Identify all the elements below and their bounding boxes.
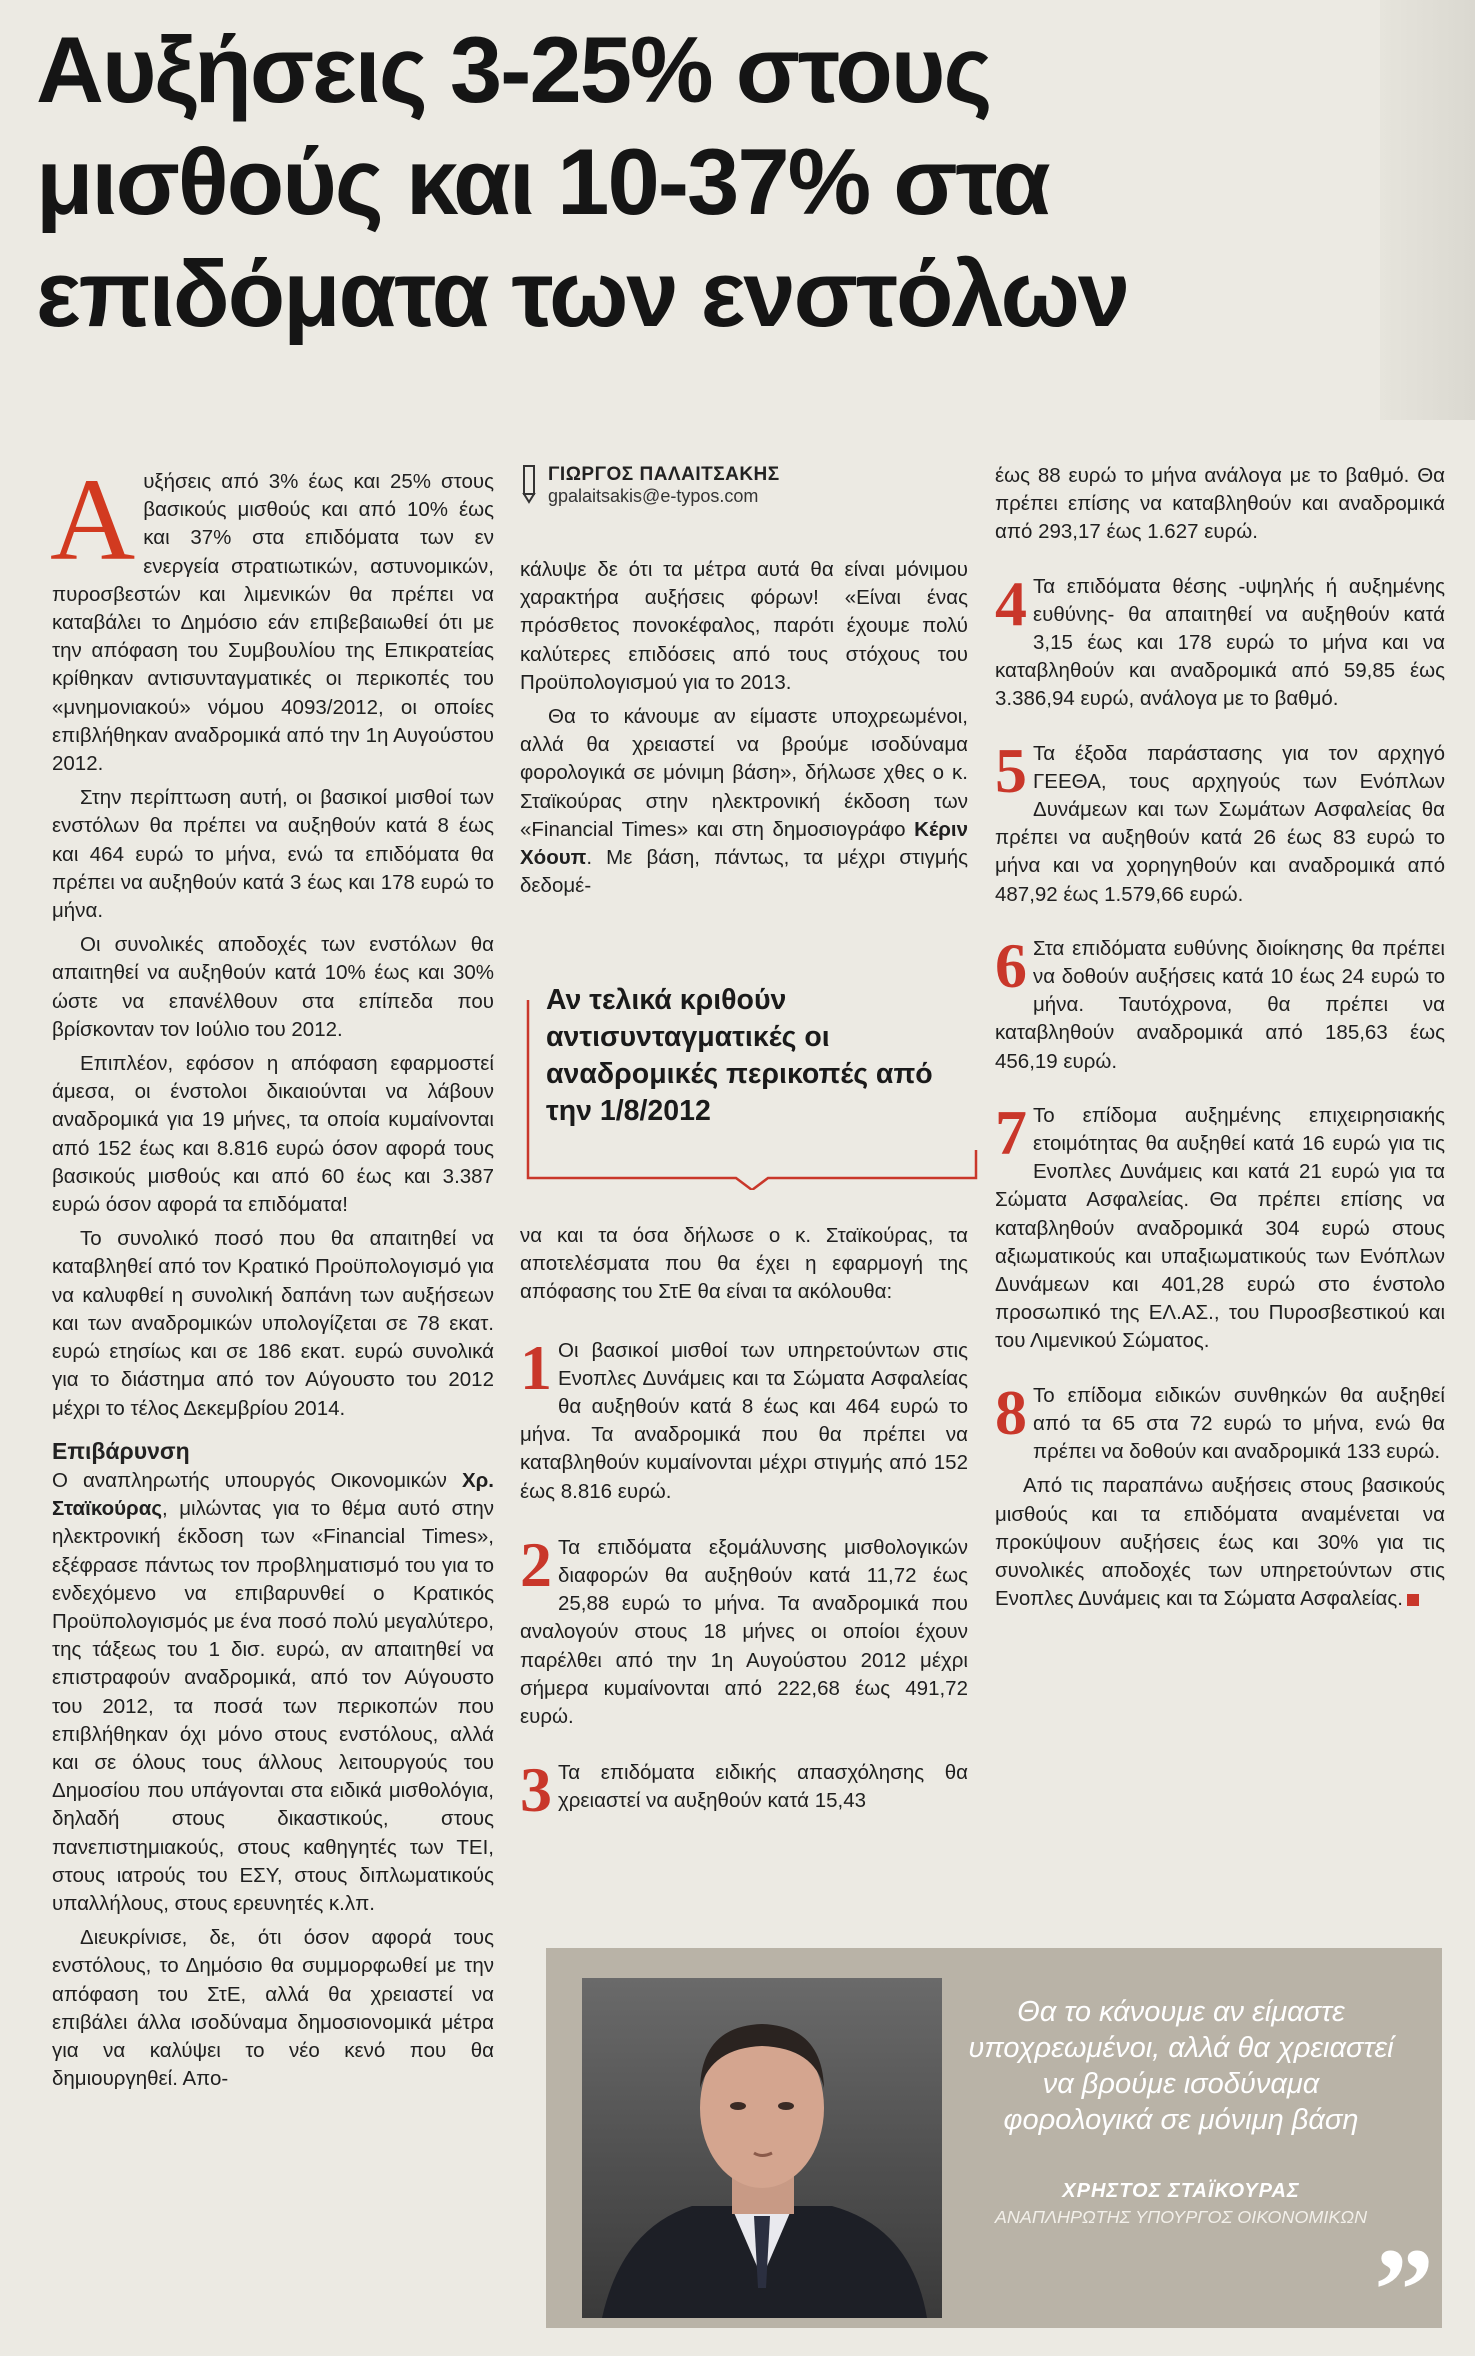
paragraph: Στην περίπτωση αυτή, οι βασικοί μισθοί των ενστόλων θα πρέπει να αυξηθούν κατά 8 έως και 464 ευρώ το μήνα, ενώ τα επιδόματα θα πρέπει να αυξηθούν κατά 3 έως και 178 ευρώ το μήνα. bbox=[52, 786, 494, 923]
list-item: 3 Τα επιδόματα ειδικής απασχόλησης θα χρειαστεί να αυξηθούν κατά 15,43 bbox=[520, 1754, 968, 1826]
column-1 bbox=[50, 454, 494, 2099]
lead-paragraph: Αυξήσεις από 3% έως και 25% στους βασικούς μισθούς και από 10% έως και 37% στα επιδόματα των εν ενεργεία στρατιωτικών, αστυνομικών, πυροσβεστών και λιμενικών θα πρέπει να καταβάλει το Δημόσιο εάν επιβεβαιωθεί ότι με την απόφαση του Συμβουλίου της Επικρατείας κρίθηκαν αντισυνταγματικές οι περικοπές του «μνημονιακού» νόμου 4093/2012, οι οποίες επιβλήθηκαν αναδρομικά από την 1η Αυγούστου 2012. bbox=[50, 454, 494, 776]
subheading: Επιβάρυνση bbox=[52, 1437, 190, 1464]
paragraph: Ο αναπληρωτής υπουργός Οικονομικών Χρ. Σταϊκούρας, μιλώντας για το θέμα αυτό στην ηλεκτρονική έκδοση των «Financial Times», εξέφρασε πάντως τον προβληματισμό του για το ενδεχόμενο να επιβαρυνθεί ο Κρατικός Προϋπολογισμός με ένα ποσό πολύ μεγαλύτερο, της τάξεως του 1 δισ. ευρώ, αν απαιτηθεί να επιστραφούν αναδρομικά, από τον Αύγουστο του 2012, τα ποσά των περικοπών που επιβλήθηκαν όχι μόνο στους ενστόλους, αλλά και σε όλους τους άλλους λειτουργούς του Δημοσίου που υπάγονται στα ειδικά μισθολόγια, δηλαδή στους δικαστικούς, στους πανεπιστημιακούς, στους καθηγητές των ΤΕΙ, στους ιατρούς του ΕΣΥ, στους διπλωματικούς υπαλλήλους, στους ερευνητές κ.λπ. bbox=[52, 1468, 494, 1915]
paragraph: Οι συνολικές αποδοχές των ενστόλων θα απαιτηθεί να αυξηθούν κατά 10% έως και 30% ώστε να επανέλθουν στα επίπεδα που βρίσκονταν τον Ιούλιο του 2012. bbox=[52, 933, 494, 1041]
paragraph: κάλυψε δε ότι τα μέτρα αυτά θα είναι μόνιμου χαρακτήρα αυξήσεις φόρων! «Είναι ένας πρόσθετος πονοκέφαλος, παρότι έχουμε πολύ καλύτερες επιδόσεις από τους στόχους του Προϋπολογισμού για το 2013. bbox=[520, 558, 968, 694]
item-number: 2 bbox=[520, 1528, 552, 1600]
item-number: 4 bbox=[995, 567, 1027, 639]
paragraph: Επιπλέον, εφόσον η απόφαση εφαρμοστεί άμεσα, οι ένστολοι δικαιούνται να λάβουν αναδρομικά για 19 μήνες, τα οποία κυμαίνονται από 152 έως και 8.816 ευρώ όσον αφορά τους βασικούς μισθούς και από 60 έως και 3.387 ευρώ όσον αφορά τα επιδόματα! bbox=[52, 1052, 494, 1217]
quote-author-role: ΑΝΑΠΛΗΡΩΤΗΣ ΥΠΟΥΡΓΟΣ ΟΙΚΟΝΟΜΙΚΩΝ bbox=[994, 2207, 1368, 2227]
article-headline bbox=[36, 14, 1456, 350]
paragraph: να και τα όσα δήλωσε ο κ. Σταϊκούρας, τα αποτελέσματα που θα έχει η εφαρμογή της απόφασης του ΣτΕ θα είναι τα ακόλουθα: bbox=[520, 1224, 968, 1304]
byline bbox=[548, 464, 928, 507]
headline-line-1: Αυξήσεις 3-25% στους bbox=[36, 17, 991, 122]
drop-cap: Α bbox=[50, 454, 136, 585]
quote-text: Θα το κάνουμε αν είμαστε υποχρεωμένοι, αλλά θα χρειαστεί να βρούμε ισοδύναμα φορολογικά σε μόνιμη βάση bbox=[968, 1996, 1394, 2136]
headline-line-2: μισθούς και 10-37% στα bbox=[36, 129, 1049, 234]
quote-box bbox=[546, 1948, 1442, 2356]
list-item: 7 Το επίδομα αυξημένης επιχειρησιακής ετοιμότητας θα αυξηθεί κατά 16 ευρώ για τις Ενοπλες Δυνάμεις και κατά 21 ευρώ για τα Σώματα Ασφαλείας. Θα πρέπει επίσης να καταβληθούν αναδρομικά 304 ευρώ στους αξιωματικούς και υπαξιωματικούς των Ενόπλων Δυνάμεων και 401,28 ευρώ στο ένστολο προσωπικό της ΕΛ.ΑΣ., του Πυροσβεστικού και του Λιμενικού Σώματος. bbox=[995, 1096, 1445, 1353]
column-3 bbox=[995, 462, 1445, 1619]
list-item: 4 Τα επιδόματα θέσης -υψηλής ή αυξημένης ευθύνης- θα απαιτηθεί να αυξηθούν κατά 3,15 έως και 178 ευρώ το μήνα και να καταβληθούν και αναδρομικά από 59,85 έως 3.386,94 ευρώ, ανάλογα με το βαθμό. bbox=[995, 567, 1445, 711]
headline-line-3: επιδόματα των ενστόλων bbox=[36, 241, 1129, 346]
closing-paragraph: Από τις παραπάνω αυξήσεις στους βασικούς μισθούς και τα επιδόματα αναμένεται να προκύψουν αυξήσεις έως και 30% για τις συνολικές αποδοχές των υπηρετούντων στις Ενοπλες Δυνάμεις και τα Σώματα Ασφαλείας. bbox=[995, 1474, 1445, 1611]
list-item: 8 Το επίδομα ειδικών συνθηκών θα αυξηθεί από τα 65 στα 72 ευρώ το μήνα, ενώ θα πρέπει να δοθούν και αναδρομικά 133 ευρώ. bbox=[995, 1376, 1445, 1464]
list-item: 1 Οι βασικοί μισθοί των υπηρετούντων στις Ενοπλες Δυνάμεις και τα Σώματα Ασφαλείας θα αυξηθούν κατά 8 έως και 464 ευρώ το μήνα. Τα αναδρομικά που θα πρέπει να καταβληθούν κυμαίνονται μέχρι στιγμής από 152 έως 8.816 ευρώ. bbox=[520, 1331, 968, 1503]
person-name: Κέριν Χόουπ bbox=[520, 817, 968, 870]
item-number: 7 bbox=[995, 1096, 1027, 1168]
pencil-icon bbox=[518, 464, 540, 504]
item-number: 1 bbox=[520, 1331, 552, 1403]
item-number: 8 bbox=[995, 1376, 1027, 1448]
column-2 bbox=[520, 556, 968, 906]
paragraph: Διευκρίνισε, δε, ότι όσον αφορά τους ενστόλους, το Δημόσιο θα συμμορφωθεί με την απόφαση του ΣτΕ, αλλά θα χρειαστεί να επιβάλει άλλα ισοδύναμα δημοσιονομικά μέτρα για να καλύψει το νέο κενό που θα δημιουργηθεί. Απο- bbox=[52, 1926, 494, 2091]
quotation-mark-icon: ” bbox=[1374, 2223, 1434, 2356]
end-mark-icon bbox=[1407, 1594, 1419, 1606]
author-name: ΓΙΩΡΓΟΣ ΠΑΛΑΙΤΣΑΚΗΣ bbox=[548, 464, 780, 485]
item-number: 6 bbox=[995, 929, 1027, 1001]
portrait-illustration bbox=[582, 1978, 942, 2318]
quote-author: ΧΡΗΣΤΟΣ ΣΤΑΪΚΟΥΡΑΣ bbox=[1062, 2180, 1300, 2202]
column-2-continued bbox=[520, 1222, 968, 1826]
portrait-photo bbox=[582, 1978, 942, 2318]
person-name: Χρ. Σταϊκούρας bbox=[52, 1468, 494, 1521]
list-item: 6 Στα επιδόματα ευθύνης διοίκησης θα πρέπει να δοθούν αυξήσεις κατά 10 έως 24 ευρώ το μήνα. Ταυτόχρονα, θα πρέπει να καταβληθούν αναδρομικά από 185,63 έως 456,19 ευρώ. bbox=[995, 929, 1445, 1073]
list-item: 2 Τα επιδόματα εξομάλυνσης μισθολογικών διαφορών θα αυξηθούν κατά 11,72 έως 25,88 ευρώ το μήνα. Τα αναδρομικά που αναλογούν στους 18 μήνες οι οποίοι έχουν παρέλθει από την 1η Αυγούστου 2012 μέχρι σήμερα κυμαίνονται από 222,68 έως 491,72 ευρώ. bbox=[520, 1528, 968, 1729]
item-number: 5 bbox=[995, 734, 1027, 806]
item-number: 3 bbox=[520, 1754, 552, 1826]
author-email[interactable]: gpalaitsakis@e-typos.com bbox=[548, 486, 759, 506]
pullquote: Αν τελικά κριθούν αντισυνταγματικές οι αναδρομικές περικοπές από την 1/8/2012 bbox=[546, 984, 933, 1127]
list-item: 5 Τα έξοδα παράστασης για τον αρχηγό ΓΕΕΘΑ, τους αρχηγούς των Ενόπλων Δυνάμεων και των Σωμάτων Ασφαλείας θα πρέπει να αυξηθούν κατά 26 έως 83 ευρώ το μήνα και να χορηγηθούν και αναδρομικά από 487,92 έως 1.579,66 ευρώ. bbox=[995, 734, 1445, 906]
paragraph: Θα το κάνουμε αν είμαστε υποχρεωμένοι, αλλά θα χρειαστεί να βρούμε ισοδύναμα φορολογικά σε μόνιμη βάση», δήλωσε χθες ο κ. Σταϊκούρας στην ηλεκτρονική έκδοση των «Financial Times» και στη δημοσιογράφο Κέριν Χόουπ. Με βάση, πάντως, τα μέχρι στιγμής δεδομέ- bbox=[520, 705, 968, 898]
paragraph: Το συνολικό ποσό που θα απαιτηθεί να καταβληθεί από τον Κρατικό Προϋπολογισμό για να καλυφθεί η συνολική δαπάνη των αυξήσεων και των αναδρομικών υπολογίζεται σε 78 εκατ. ευρώ ετησίως και σε 186 εκατ. ευρώ συνολικά για το διάστημα από τον Αύγουστο του 2012 μέχρι το τέλος Δεκεμβρίου 2014. bbox=[52, 1227, 494, 1420]
paragraph: έως 88 ευρώ το μήνα ανάλογα με το βαθμό. Θα πρέπει επίσης να καταβληθούν και αναδρομικά από 293,17 έως 1.627 ευρώ. bbox=[995, 464, 1445, 544]
